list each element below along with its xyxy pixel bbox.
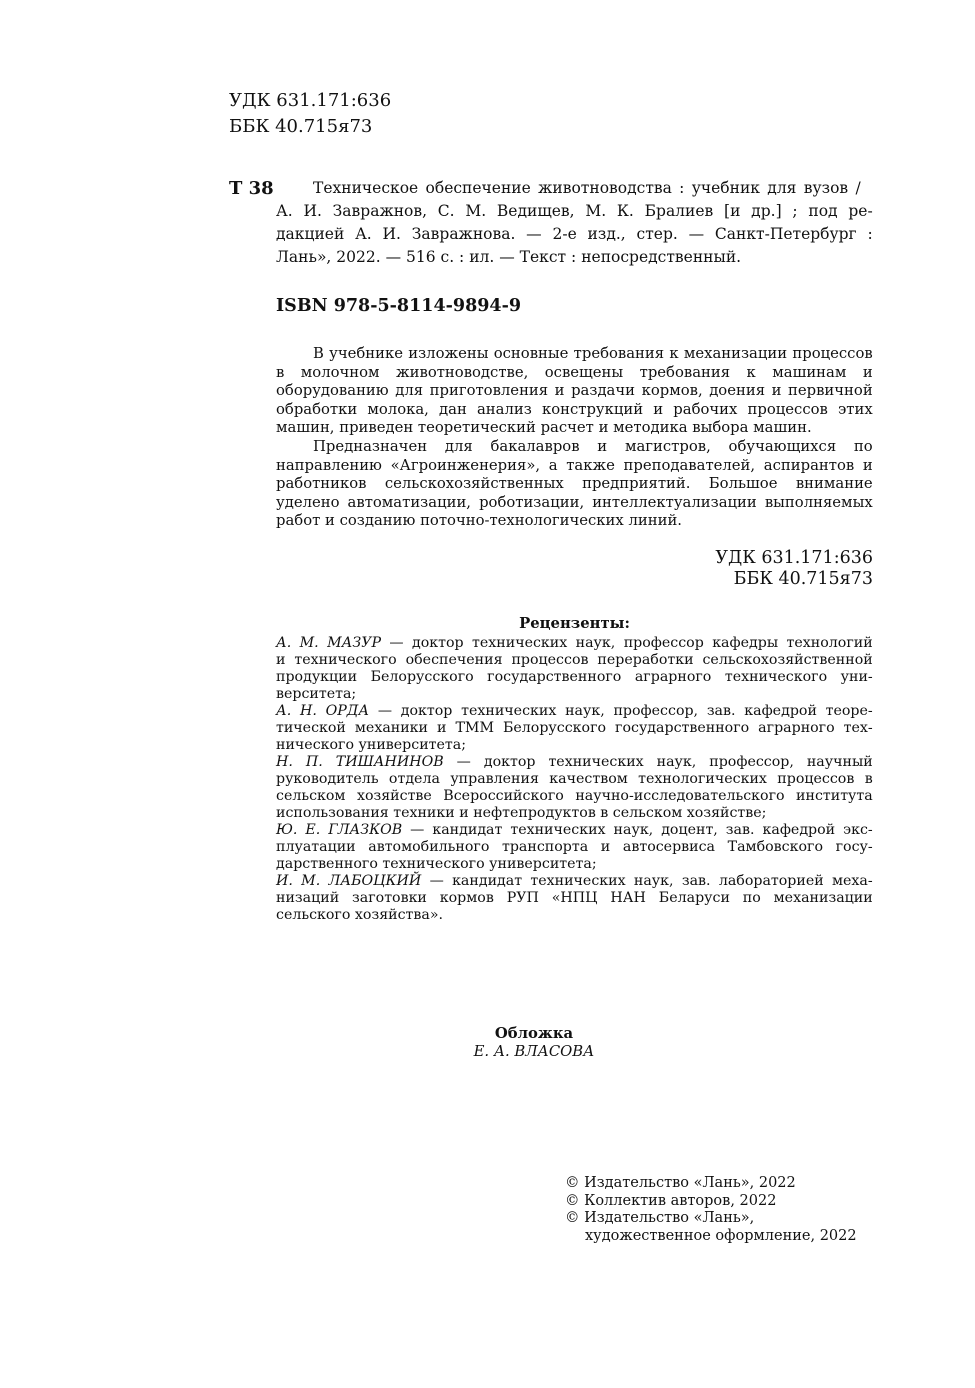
reviewer-name: И. М. ЛАБОЦКИЙ	[276, 873, 422, 889]
cover-label: Обложка	[494, 1025, 574, 1042]
reviewer-credentials: — кандидат технических наук, доцент, зав. кафедрой экс-	[410, 822, 873, 838]
annotation-line: направлению «Агроинженерия», а также преподавателей, аспирантов и	[276, 456, 873, 474]
reviewer-credentials: — кандидат технических наук, зав. лабораторией меха-	[429, 873, 873, 889]
reviewer-line: плуатации автомобильного транспорта и автосервиса Тамбовского госу-	[276, 839, 873, 855]
author-mark: Т 38	[229, 178, 274, 199]
cover-designer: Е. А. ВЛАСОВА	[473, 1043, 595, 1060]
header-bbk-code: ББК 40.715я73	[229, 116, 373, 137]
annotation-line: работников сельскохозяйственных предприятий. Большое внимание	[276, 475, 873, 493]
annotation-paragraph	[276, 345, 873, 438]
annotation-line: уделено автоматизации, роботизации, интеллектуализации выполняемых	[276, 493, 873, 511]
classification-udk-code: УДК 631.171:636	[715, 548, 873, 568]
annotation-line: в молочном животноводстве, освещены требования к машинам и	[276, 363, 873, 381]
reviewer-name: А. М. МАЗУР	[276, 635, 382, 651]
reviewer-line	[276, 635, 873, 652]
classification-bbk-code: ББК 40.715я73	[733, 569, 873, 589]
reviewer-line: использования техники и нефтепродуктов в сельском хозяйстве;	[276, 805, 767, 821]
reviewer-line: нического университета;	[276, 737, 466, 753]
bibliographic-line: дакцией А. И. Завражнова. — 2-е изд., стер. — Санкт-Петербург :	[276, 225, 873, 243]
annotation-line: обработки молока, дан анализ конструкций и рабочих процессов этих	[276, 400, 873, 418]
reviewer-line	[276, 703, 873, 720]
reviewer-line: сельском хозяйстве Всероссийского научно-исследовательского института	[276, 788, 873, 804]
classification-codes	[573, 548, 873, 590]
reviewer-entry	[276, 822, 873, 873]
reviewer-line: сельского хозяйства».	[276, 907, 444, 923]
reviewers-list	[276, 635, 873, 924]
bibliographic-line: Техническое обеспечение животноводства : учебник для вузов /	[313, 179, 861, 197]
reviewer-line	[276, 822, 873, 839]
reviewer-line	[276, 754, 873, 771]
annotation-line: В учебнике изложены основные требования к механизации процессов	[313, 345, 873, 362]
copyright-line: © Коллектив авторов, 2022	[565, 1192, 777, 1209]
reviewer-line	[276, 873, 873, 890]
reviewer-line: дарственного технического университета;	[276, 856, 597, 872]
annotation-line: машин, приведен теоретический расчет и методика выбора машин.	[276, 419, 812, 437]
header-udk-code: УДК 631.171:636	[229, 90, 392, 111]
copyright-notice	[565, 1175, 895, 1245]
reviewer-credentials: — доктор технических наук, профессор, зав. кафедрой теоре-	[377, 703, 873, 719]
reviewer-line: низаций заготовки кормов РУП «НПЦ НАН Беларуси по механизации	[276, 890, 873, 906]
copyright-line: © Издательство «Лань»,	[565, 1210, 755, 1226]
bibliographic-line: А. И. Завражнов, С. М. Ведищев, М. К. Бралиев [и др.] ; под ре-	[276, 202, 873, 220]
bibliographic-description	[276, 177, 873, 269]
reviewer-entry	[276, 873, 873, 924]
reviewer-credentials: — доктор технических наук, профессор, научный	[456, 754, 873, 770]
reviewer-entry	[276, 754, 873, 822]
reviewer-line: и технического обеспечения процессов переработки сельскохозяйственной	[276, 652, 873, 668]
reviewer-line: руководитель отдела управления качеством технологических процессов в	[276, 771, 873, 787]
copyright-line: © Издательство «Лань», 2022	[565, 1175, 796, 1191]
annotation-line: работ и созданию поточно-технологических линий.	[276, 512, 683, 530]
header-classification	[229, 88, 391, 140]
annotation	[276, 345, 873, 531]
reviewer-entry	[276, 703, 873, 754]
reviewer-line: тической механики и ТММ Белорусского государственного аграрного тех-	[276, 720, 873, 736]
bibliographic-line: Лань», 2022. — 516 с. : ил. — Текст : непосредственный.	[276, 248, 742, 266]
annotation-line: оборудованию для приготовления и раздачи кормов, доения и первичной	[276, 382, 873, 400]
reviewer-name: А. Н. ОРДА	[276, 703, 370, 719]
reviewer-credentials: — доктор технических наук, профессор кафедры технологий	[389, 635, 873, 651]
isbn: ISBN 978-5-8114-9894-9	[276, 296, 522, 316]
reviewer-name: Ю. Е. ГЛАЗКОВ	[276, 822, 403, 838]
copyright-line: художественное оформление, 2022	[585, 1227, 857, 1244]
reviewer-line: верситета;	[276, 686, 357, 702]
reviewer-name: Н. П. ТИШАНИНОВ	[276, 754, 444, 770]
annotation-paragraph	[276, 438, 873, 531]
annotation-line: Предназначен для бакалавров и магистров, обучающихся по	[313, 437, 873, 455]
reviewers-heading: Рецензенты:	[519, 615, 630, 632]
cover-credit	[434, 1025, 634, 1061]
reviewer-entry	[276, 635, 873, 703]
reviewer-line: продукции Белорусского государственного аграрного технического уни-	[276, 669, 873, 685]
